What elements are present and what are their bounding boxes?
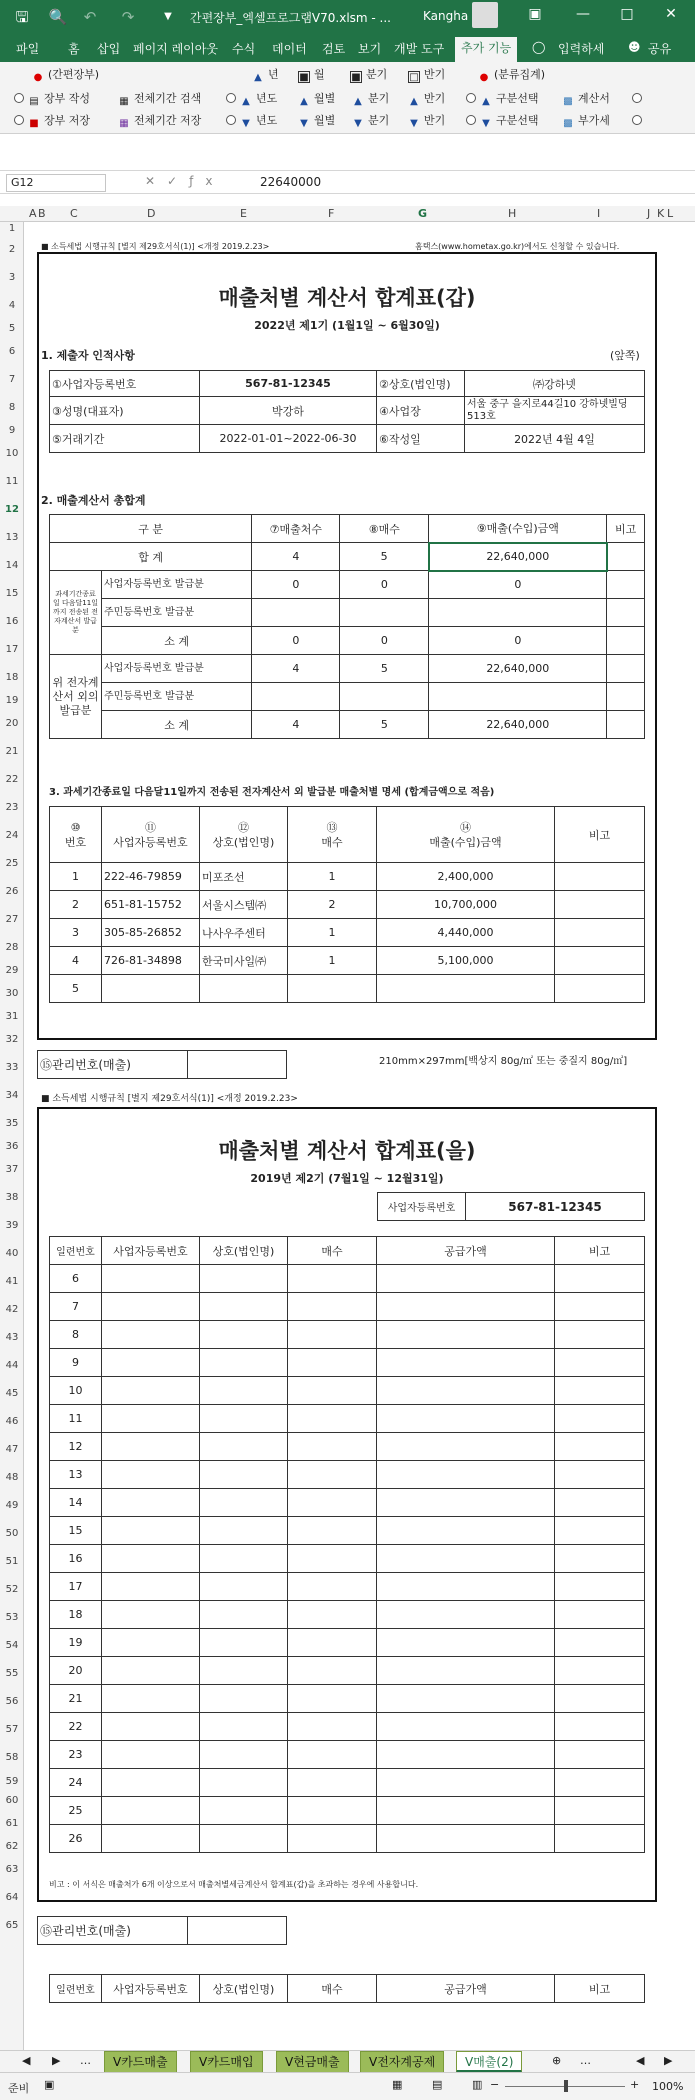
row-number[interactable]: 36 <box>5 1141 19 1152</box>
formula-icons: ✕✓ƒx <box>145 174 225 188</box>
triangle-down-icon: ▼ <box>482 118 490 129</box>
btn-half-top[interactable]: □ 반기 <box>409 68 446 83</box>
btn-category-2[interactable]: ▼ 구분선택 <box>466 112 539 130</box>
law-ref-2: ■ 소득세법 시행규칙 [별지 제29호서식(1)] <개정 2019.2.23> <box>41 1094 298 1104</box>
sheet-tab[interactable]: V카드매입 <box>190 2051 263 2073</box>
btn-half-2[interactable]: ▼ 반기 <box>408 112 445 130</box>
row-number[interactable]: 8 <box>8 402 16 413</box>
user-name: Kangha <box>423 9 469 23</box>
btn-category[interactable]: ▲ 구분선택 <box>466 90 539 108</box>
btn-year[interactable]: ▲ 년도 <box>226 90 277 108</box>
ribbon-tabs <box>0 34 695 62</box>
biz-number[interactable]: 567-81-12345 <box>200 371 377 397</box>
triangle-down-icon: ▼ <box>410 118 418 129</box>
row-number[interactable]: 46 <box>5 1416 19 1427</box>
table-row: 23 <box>50 1741 645 1769</box>
table-row: 3 305-85-26852 나사우주센터 1 4,440,000 <box>50 919 645 947</box>
tab-scroll-right-icon[interactable]: ▶ <box>52 2054 61 2067</box>
print-preview-icon[interactable]: 🔍 <box>48 8 68 26</box>
row-number[interactable]: 4 <box>8 300 16 311</box>
tab-more-right-icon[interactable]: … <box>580 2054 591 2067</box>
zoom-in-icon[interactable]: + <box>630 2078 640 2091</box>
tab-home[interactable]: 홈 <box>68 42 80 56</box>
row-number[interactable]: 2 <box>8 244 16 255</box>
tab-addins[interactable]: 추가 기능 <box>455 37 517 62</box>
triangle-up-icon: ▲ <box>354 96 362 107</box>
row-number[interactable]: 6 <box>8 346 16 357</box>
triangle-down-icon: ▼ <box>354 118 362 129</box>
row-number[interactable]: 43 <box>5 1332 19 1343</box>
zoom-level[interactable]: 100% <box>652 2080 684 2093</box>
row-number[interactable]: 51 <box>5 1556 19 1567</box>
col-L[interactable]: L <box>667 207 674 220</box>
group-ledger: ● (간편장부) <box>33 68 100 83</box>
row-number[interactable]: 33 <box>5 1062 19 1073</box>
radio-icon <box>14 93 24 103</box>
table-row: 6 <box>50 1265 645 1293</box>
lightbulb-icon: ◯ <box>532 40 546 54</box>
paper-spec: 210mm×297mm[백상지 80g/㎡ 또는 중질지 80g/㎡] <box>379 1056 628 1067</box>
sheet-tab[interactable]: V현금매출 <box>276 2051 349 2073</box>
table-row: 14 <box>50 1489 645 1517</box>
vat-icon: ▩ <box>563 118 573 129</box>
btn-monthly[interactable]: ▲ 월별 <box>298 90 335 108</box>
btn-year-top[interactable]: ▲ 년 <box>252 66 279 84</box>
law-ref-1: ■ 소득세법 시행규칙 [별지 제29호서식(1)] <개정 2019.2.23> <box>41 242 270 251</box>
row-number[interactable]: 14 <box>5 560 19 571</box>
table-row: 8 <box>50 1321 645 1349</box>
row-number[interactable]: 35 <box>5 1118 19 1129</box>
row-number[interactable]: 34 <box>5 1090 19 1101</box>
row-number[interactable]: 3 <box>8 272 16 283</box>
table-row: 13 <box>50 1461 645 1489</box>
sheet-tab-active[interactable]: V매출(2) <box>456 2051 522 2073</box>
avatar[interactable] <box>472 2 498 28</box>
tab-data[interactable]: 데이터 <box>272 42 307 56</box>
row-number[interactable]: 42 <box>5 1304 19 1315</box>
row-number[interactable]: 16 <box>5 616 19 627</box>
share-button[interactable]: 공유 <box>648 42 672 56</box>
btn-ledger-save[interactable]: ■ 장부 저장 <box>14 112 90 130</box>
tab-view[interactable]: 보기 <box>358 42 382 56</box>
sheet-icon: ▤ <box>29 96 39 107</box>
tell-me-input[interactable]: 입력하세 <box>558 42 605 56</box>
hscroll-right-icon[interactable]: ▶ <box>664 2054 673 2067</box>
btn-ledger-write[interactable]: ▤ 장부 작성 <box>14 90 90 108</box>
row-number[interactable]: 32 <box>5 1034 19 1045</box>
ribbon-options-icon[interactable]: ▣ <box>528 6 542 22</box>
pin-icon: ● <box>33 72 43 83</box>
row-number[interactable]: 12 <box>5 504 19 515</box>
form2-note: 비고 : 이 서식은 매출처가 6개 이상으로서 매출처별세금계산서 합계표(갑)을 초과하는 경우에 사용합니다. <box>49 1880 419 1889</box>
status-bar <box>0 2072 695 2100</box>
form2-period: 2019년 제2기 (7월1일 ~ 12월31일) <box>250 1172 444 1185</box>
row-number[interactable]: 10 <box>5 448 19 459</box>
triangle-up-icon: ▲ <box>300 96 308 107</box>
table-row: 16 <box>50 1545 645 1573</box>
page-break-view-icon[interactable]: ▥ <box>472 2078 483 2091</box>
triangle-down-icon: ▼ <box>242 118 250 129</box>
redo-icon[interactable]: ↷ <box>121 8 135 26</box>
row-number[interactable]: 25 <box>5 858 19 869</box>
summary-table: 구 분 ⑦매출처수 ⑧매수 ⑨매출(수입)금액 비고 합 계 4 5 22,640,000 과세기간종료일 다음달11일까지 전송된 전자계산서 발급분 사업자등록번호 발급분 0 0 0 주민등록번호 발급분 소 계 0 0 0 위 전자계산서 외의 발급분 사업자등록번호 발급분 4 5 22,640,000 주민등록번호 발급분 소 계 4 5 22,640,000 <box>49 514 645 739</box>
table-row: 9 <box>50 1349 645 1377</box>
btn-month-top[interactable]: ■ 월 <box>299 68 325 83</box>
minimize-icon[interactable]: — <box>576 6 590 22</box>
table-icon: ▦ <box>119 96 129 107</box>
table-row: 7 <box>50 1293 645 1321</box>
row-number[interactable]: 37 <box>5 1164 19 1175</box>
col-B[interactable]: B <box>38 207 46 220</box>
person-icon[interactable]: ☻ <box>628 40 641 54</box>
table-row: 4 726-81-34898 한국미사일㈜ 1 5,100,000 <box>50 947 645 975</box>
row-number[interactable]: 48 <box>5 1472 19 1483</box>
col-H[interactable]: H <box>508 207 517 220</box>
btn-all-search[interactable]: ▦ 전체기간 검색 <box>119 92 202 107</box>
tab-review[interactable]: 검토 <box>322 42 346 56</box>
box-icon: ■ <box>299 72 309 83</box>
formula-input[interactable]: 22640000 <box>260 175 322 189</box>
submitter-table: ①사업자등록번호 567-81-12345 ②상호(법인명) ㈜강하넷 ③성명(대표자) 박강하 ④사업장 서울 중구 을지로44길10 강하넷빌딩 513호 ⑤거래기간 2022-01-01~2022-06-30 ⑥작성일 2022년 4월 4일 <box>49 370 645 453</box>
form2-biz-table: 사업자등록번호 567-81-12345 <box>377 1192 645 1221</box>
section-3: 3. 과세기간종료일 다음달11일까지 전송된 전자계산서 외 발급분 매출처별 명세 (합계금액으로 적음) <box>49 787 495 798</box>
status-ready: 준비 <box>8 2082 30 2095</box>
form2-title: 매출처별 계산서 합계표(을) <box>218 1139 476 1163</box>
undo-icon[interactable]: ↶ <box>83 8 97 26</box>
corp-name[interactable]: ㈜강하넷 <box>465 371 645 397</box>
table-row: 12 <box>50 1433 645 1461</box>
page-layout-view-icon[interactable]: ▤ <box>432 2078 443 2091</box>
tab-page-layout[interactable]: 페이지 레이아웃 <box>133 42 218 56</box>
name-box[interactable]: G12 <box>6 174 106 192</box>
btn-quarter-top[interactable]: ■ 분기 <box>351 68 388 83</box>
row-number[interactable]: 60 <box>5 1795 19 1806</box>
pin-icon: ● <box>479 72 489 83</box>
mgmt-table-2: ⑮관리번호(매출) <box>37 1916 287 1945</box>
title-bar <box>0 0 695 34</box>
row-number[interactable]: 47 <box>5 1444 19 1455</box>
sheet-tabs <box>0 2050 695 2072</box>
triangle-up-icon: ▲ <box>242 96 250 107</box>
zoom-thumb[interactable] <box>564 2080 568 2092</box>
btn-quarter[interactable]: ▲ 분기 <box>352 90 389 108</box>
btn-vat[interactable]: ▩ 부가세 <box>563 114 610 129</box>
table-row: 11 <box>50 1405 645 1433</box>
row-number[interactable]: 24 <box>5 830 19 841</box>
tab-more-icon[interactable]: … <box>80 2054 91 2067</box>
close-icon[interactable]: ✕ <box>665 6 677 22</box>
triangle-up-icon: ▲ <box>254 72 262 83</box>
customize-icon[interactable]: ▼ <box>164 11 172 22</box>
row-number[interactable]: 26 <box>5 886 19 897</box>
tab-file[interactable]: 파일 <box>16 42 40 56</box>
document-title: 간편장부_엑셀프로그램V70.xlsm - ... <box>190 11 391 25</box>
row-number[interactable]: 53 <box>5 1612 19 1623</box>
tab-insert[interactable]: 삽입 <box>97 42 121 56</box>
table-row: 22 <box>50 1713 645 1741</box>
btn-all-save[interactable]: ▦ 전체기간 저장 <box>119 114 202 129</box>
table-row: 20 <box>50 1657 645 1685</box>
row-number[interactable]: 58 <box>5 1752 19 1763</box>
save-icon[interactable]: 🖫 <box>15 8 29 26</box>
row-number[interactable]: 31 <box>5 1011 19 1022</box>
table-row: 26 <box>50 1825 645 1853</box>
radio-extra-2[interactable] <box>632 112 646 130</box>
row-number[interactable]: 20 <box>5 718 19 729</box>
row-number[interactable]: 17 <box>5 644 19 655</box>
trade-period[interactable]: 2022-01-01~2022-06-30 <box>200 425 377 453</box>
write-date[interactable]: 2022년 4월 4일 <box>465 425 645 453</box>
col-C[interactable]: C <box>70 207 78 220</box>
disk-icon: ▦ <box>119 118 129 129</box>
col-I[interactable]: I <box>597 207 601 220</box>
btn-monthly-2[interactable]: ▼ 월별 <box>298 112 335 130</box>
table-row: 15 <box>50 1517 645 1545</box>
table-row: 10 <box>50 1377 645 1405</box>
col-D[interactable]: D <box>147 207 156 220</box>
selected-cell-G12[interactable]: 22,640,000 <box>429 543 607 571</box>
rep-name[interactable]: 박강하 <box>200 397 377 425</box>
triangle-up-icon: ▲ <box>410 96 418 107</box>
tab-developer[interactable]: 개발 도구 <box>394 42 445 56</box>
row-number[interactable]: 22 <box>5 774 19 785</box>
col-G[interactable]: G <box>418 207 428 220</box>
form2-table: 일련번호 사업자등록번호 상호(법인명) 매수 공급가액 비고 6 7 8 9 10 11 12 13 14 15 16 17 18 19 20 21 22 23 24 25 26 <box>49 1236 645 1853</box>
col-F[interactable]: F <box>328 207 335 220</box>
btn-half[interactable]: ▲ 반기 <box>408 90 445 108</box>
add-sheet-icon[interactable]: ⊕ <box>552 2054 562 2067</box>
row-number[interactable]: 41 <box>5 1276 19 1287</box>
form1-period: 2022년 제1기 (1월1일 ~ 6월30일) <box>254 319 440 332</box>
ribbon <box>0 62 695 134</box>
box-icon: ■ <box>351 72 361 83</box>
btn-quarter-2[interactable]: ▼ 분기 <box>352 112 389 130</box>
row-number[interactable]: 52 <box>5 1584 19 1595</box>
invoice-icon: ▩ <box>563 96 573 107</box>
mgmt-table-1: ⑮관리번호(매출) <box>37 1050 287 1079</box>
row-number[interactable]: 62 <box>5 1841 19 1852</box>
row-number[interactable]: 29 <box>5 965 19 976</box>
row-number[interactable]: 7 <box>8 374 16 385</box>
btn-invoice[interactable]: ▩ 계산서 <box>563 92 610 107</box>
row-number[interactable]: 21 <box>5 746 19 757</box>
row-number[interactable]: 9 <box>8 425 16 436</box>
address[interactable]: 서울 중구 을지로44길10 강하넷빌딩 513호 <box>465 397 645 425</box>
row-number[interactable]: 5 <box>8 323 16 334</box>
row-number[interactable]: 59 <box>5 1776 19 1787</box>
triangle-down-icon: ▼ <box>300 118 308 129</box>
table-row: 17 <box>50 1573 645 1601</box>
section-2: 2. 매출계산서 총합계 <box>41 494 146 507</box>
row-number[interactable]: 55 <box>5 1668 19 1679</box>
row-number[interactable]: 23 <box>5 802 19 813</box>
radio-extra[interactable] <box>632 90 646 108</box>
detail-table: ⑩ 번호 ⑪ 사업자등록번호 ⑫ 상호(법인명) ⑬ 매수 ⑭ 매출(수입)금액 비고 1 222-46-79859 미포조선 1 2,400,000 2 651-81-15752 서울시스템㈜ 2 10,700,000 3 305-85-26852 나사우주센터 1 4,440,000 4 726-81-34898 한국미사일㈜ 1 5,100,000 5 <box>49 806 645 1003</box>
row-number[interactable]: 56 <box>5 1696 19 1707</box>
row-number[interactable]: 40 <box>5 1248 19 1259</box>
table-row: 5 <box>50 975 645 1003</box>
col-J[interactable]: J <box>647 207 651 220</box>
row-number[interactable]: 18 <box>5 672 19 683</box>
form3-header-table: 일련번호 사업자등록번호 상호(법인명) 매수 공급가액 비고 <box>49 1974 645 2003</box>
col-A[interactable]: A <box>29 207 37 220</box>
row-number[interactable]: 27 <box>5 914 19 925</box>
triangle-up-icon: ▲ <box>482 96 490 107</box>
form1-title: 매출처별 계산서 합계표(갑) <box>218 286 476 310</box>
col-E[interactable]: E <box>240 207 247 220</box>
table-row: 19 <box>50 1629 645 1657</box>
form2-biz-number[interactable]: 567-81-12345 <box>466 1193 645 1221</box>
hscroll-left-icon[interactable]: ◀ <box>636 2054 645 2067</box>
column-header <box>0 206 695 222</box>
save-red-icon: ■ <box>29 118 39 129</box>
row-number[interactable]: 54 <box>5 1640 19 1651</box>
row-number[interactable]: 30 <box>5 988 19 999</box>
macro-record-icon[interactable]: ▣ <box>44 2078 55 2091</box>
row-number[interactable]: 50 <box>5 1528 19 1539</box>
sheet-area <box>25 222 695 2050</box>
row-number[interactable]: 28 <box>5 942 19 953</box>
table-row: 25 <box>50 1797 645 1825</box>
maximize-icon[interactable]: □ <box>620 6 634 22</box>
row-number[interactable]: 63 <box>5 1864 19 1875</box>
row-number[interactable]: 45 <box>5 1388 19 1399</box>
sheet-tab[interactable]: V전자계공제 <box>360 2051 444 2073</box>
row-number[interactable]: 38 <box>5 1192 19 1203</box>
formula-bar <box>0 170 695 194</box>
row-number[interactable]: 15 <box>5 588 19 599</box>
front-label: (앞쪽) <box>610 349 640 362</box>
row-number[interactable]: 44 <box>5 1360 19 1371</box>
table-row: 1 222-46-79859 미포조선 1 2,400,000 <box>50 863 645 891</box>
group-classify: ● (분류집계) <box>479 68 546 83</box>
tab-formulas[interactable]: 수식 <box>232 42 256 56</box>
table-row: 18 <box>50 1601 645 1629</box>
col-K[interactable]: K <box>657 207 665 220</box>
row-number[interactable]: 13 <box>5 532 19 543</box>
btn-year-2[interactable]: ▼ 년도 <box>226 112 277 130</box>
row-number[interactable]: 61 <box>5 1818 19 1829</box>
table-row: 24 <box>50 1769 645 1797</box>
row-header <box>0 222 24 2050</box>
row-number[interactable]: 39 <box>5 1220 19 1231</box>
row-number[interactable]: 19 <box>5 695 19 706</box>
zoom-out-icon[interactable]: − <box>490 2078 500 2091</box>
sheet-tab[interactable]: V카드매출 <box>104 2051 177 2073</box>
row-number[interactable]: 1 <box>8 223 16 234</box>
box-icon: □ <box>409 72 419 83</box>
row-number[interactable]: 49 <box>5 1500 19 1511</box>
normal-view-icon[interactable]: ▦ <box>392 2078 403 2091</box>
tab-scroll-left-icon[interactable]: ◀ <box>22 2054 31 2067</box>
hometax-note: 홈택스(www.hometax.go.kr)에서도 신청할 수 있습니다. <box>415 242 620 251</box>
row-number[interactable]: 65 <box>5 1920 19 1931</box>
table-row: 2 651-81-15752 서울시스템㈜ 2 10,700,000 <box>50 891 645 919</box>
table-row: 21 <box>50 1685 645 1713</box>
row-number[interactable]: 57 <box>5 1724 19 1735</box>
row-number[interactable]: 11 <box>5 476 19 487</box>
section-1: 1. 제출자 인적사항 <box>41 349 135 362</box>
row-number[interactable]: 64 <box>5 1892 19 1903</box>
